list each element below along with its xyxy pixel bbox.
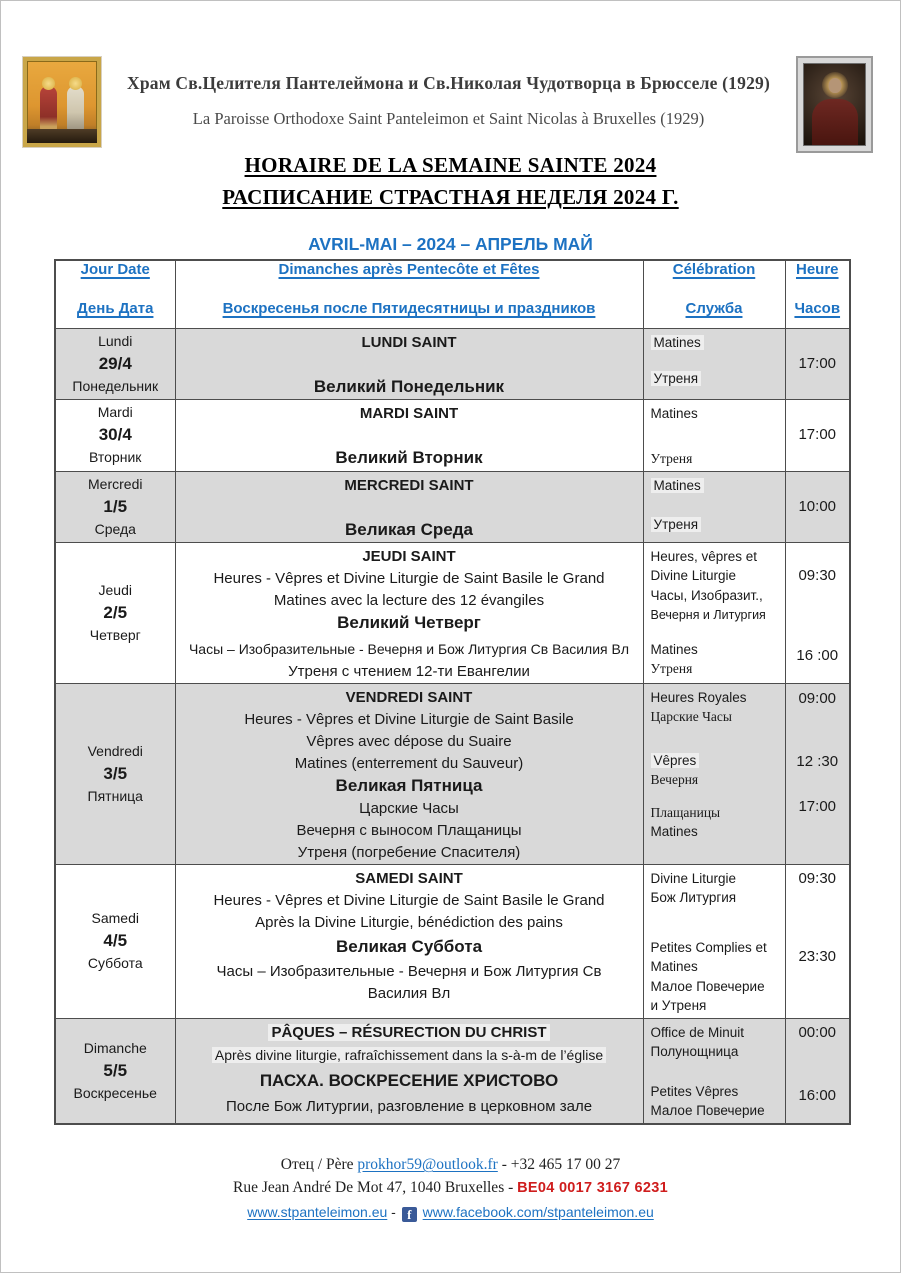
day-name-fr: Dimanche	[83, 1039, 147, 1056]
text-line: Matines (enterrement du Sauveur)	[294, 754, 524, 772]
text-line: и Утреня	[650, 998, 707, 1013]
time-cell	[785, 399, 850, 471]
saint-figure	[40, 86, 57, 130]
saint-figure	[67, 86, 84, 130]
text-line: Утреня (погребение Спасителя)	[297, 843, 521, 861]
text-line: Полунощница	[650, 1044, 739, 1059]
header-feast-ru: Воскресенья после Пятидесятницы и праздников	[222, 300, 596, 317]
text-line: Плащаницы	[650, 804, 721, 820]
celebration-cell	[643, 864, 785, 1018]
service-cell	[175, 864, 643, 1018]
text-line: PÂQUES – RÉSURECTION DU CHRIST	[268, 1024, 549, 1041]
service-cell	[175, 328, 643, 399]
service-cell	[175, 542, 643, 683]
text-line: Heures Royales	[650, 689, 747, 705]
text-line: Matines	[650, 405, 698, 421]
schedule-row	[55, 328, 850, 399]
text-line: Matines avec la lecture des 12 évangiles	[273, 591, 545, 609]
text-line: Великий Понедельник	[313, 376, 505, 396]
header-time-ru: Часов	[794, 300, 841, 317]
text-line: Великая Суббота	[335, 936, 483, 956]
church-names	[109, 73, 788, 129]
day-name-fr: Mardi	[97, 404, 133, 420]
text-line: Matines	[650, 959, 698, 974]
text-line: Утреня с чтением 12-ти Евангелии	[288, 662, 530, 680]
service-time: 00:00	[798, 1023, 837, 1041]
header-time-fr: Heure	[795, 261, 839, 278]
contact-label: Отец / Père	[280, 1156, 358, 1173]
text-line: Великая Среда	[345, 519, 473, 539]
day-date: 30/4	[98, 425, 132, 444]
footer	[1, 1153, 900, 1224]
text-line: Petites Vêpres	[650, 1083, 739, 1099]
text-line: SAMEDI SAINT	[355, 869, 463, 887]
text-line: Heures - Vêpres et Divine Liturgie de Saint Basile le Grand	[213, 891, 605, 909]
church-name-french: La Paroisse Orthodoxe Saint Panteleimon et Saint Nicolas à Bruxelles (1929)	[192, 109, 705, 128]
text-line: Великий Вторник	[335, 447, 483, 467]
celebration-cell	[643, 542, 785, 683]
time-cell	[785, 1018, 850, 1124]
text-line: Вечерня с выносом Плащаницы	[296, 821, 522, 839]
day-name-ru: Четверг	[89, 626, 141, 643]
service-time: 17:00	[798, 354, 837, 372]
text-line: Matines	[650, 824, 698, 839]
column-header-time	[785, 260, 850, 328]
links-line	[1, 1201, 900, 1224]
text-line: Petites Complies et	[650, 939, 767, 955]
text-line: Heures - Vêpres et Divine Liturgie de Saint Basile	[244, 710, 574, 728]
column-header-day	[55, 260, 175, 328]
month-subtitle: AVRIL-MAI – 2024 – АПРЕЛЬ МАЙ	[308, 234, 593, 254]
text-line: Утреня	[650, 451, 693, 466]
table-header-row	[55, 260, 850, 328]
time-cell	[785, 328, 850, 399]
saints-panteleimon-nicolas-icon	[23, 57, 101, 147]
text-line: Часы – Изобразительные - Вечерня и Бож Литургия Св	[216, 962, 602, 980]
column-header-feast	[175, 260, 643, 328]
schedule-table	[54, 259, 851, 1125]
day-name-ru: Вторник	[89, 449, 142, 465]
schedule-body	[55, 328, 850, 1124]
text-line: Великий Четверг	[337, 612, 481, 632]
separator: -	[387, 1204, 400, 1220]
celebration-cell	[643, 1018, 785, 1124]
service-cell	[175, 471, 643, 542]
iban-number: BE04 0017 3167 6231	[517, 1180, 668, 1196]
day-date: 2/5	[103, 602, 128, 622]
title-french: HORAIRE DE LA SEMAINE SAINTE 2024	[244, 153, 657, 177]
day-date: 3/5	[103, 763, 128, 783]
document-title	[1, 153, 900, 217]
text-line: Matines	[651, 478, 704, 493]
text-line: Часы – Изобразительные - Вечерня и Бож Литургия Св Василия Вл	[188, 640, 630, 657]
facebook-link[interactable]: www.facebook.com/stpanteleimon.eu	[422, 1204, 654, 1220]
service-time: 16:00	[798, 1086, 837, 1104]
service-time: 16 :00	[796, 646, 839, 664]
text-line: Царские Часы	[359, 799, 459, 817]
celebration-cell	[643, 683, 785, 864]
header-feast-fr: Dimanches après Pentecôte et Fêtes	[278, 261, 540, 278]
church-name-russian: Храм Св.Целителя Пантелеймона и Св.Николая Чудотворца в Брюсселе (1929)	[126, 73, 771, 93]
icon-frame	[803, 63, 866, 146]
text-line: Утреня	[651, 517, 702, 532]
day-cell	[55, 542, 175, 683]
text-line: Утреня	[650, 661, 693, 676]
title-russian: РАСПИСАНИЕ СТРАСТНАЯ НЕДЕЛЯ 2024 Г.	[222, 185, 679, 209]
day-cell	[55, 399, 175, 471]
text-line: Вечерня	[650, 772, 699, 787]
celebration-cell	[643, 399, 785, 471]
text-line: VENDREDI SAINT	[345, 688, 473, 706]
text-line: Matines	[651, 335, 704, 350]
day-date: 1/5	[103, 496, 128, 516]
service-time: 12 :30	[796, 752, 839, 770]
header-day-fr: Jour Date	[80, 261, 150, 278]
service-cell	[175, 1018, 643, 1124]
day-cell	[55, 471, 175, 542]
website-link[interactable]: www.stpanteleimon.eu	[247, 1204, 388, 1220]
service-time: 09:00	[798, 689, 837, 707]
column-header-celebration	[643, 260, 785, 328]
text-line: Великая Пятница	[335, 775, 483, 795]
text-line: Heures - Vêpres et Divine Liturgie de Saint Basile le Grand	[213, 569, 605, 587]
day-cell	[55, 328, 175, 399]
text-line: После Бож Литургии, разговление в церковном зале	[225, 1097, 593, 1115]
time-cell	[785, 471, 850, 542]
text-line: Василия Вл	[367, 984, 451, 1002]
day-name-fr: Mercredi	[88, 475, 143, 492]
text-line: Après divine liturgie, rafraîchissement dans la s-à-m de l’église	[212, 1047, 606, 1063]
text-line: Малое Повечерие	[650, 978, 765, 994]
day-name-fr: Lundi	[98, 332, 133, 349]
text-line: JEUDI SAINT	[362, 547, 456, 565]
day-name-fr: Samedi	[91, 910, 139, 926]
text-line: Heures, vêpres et	[650, 548, 758, 564]
time-cell	[785, 683, 850, 864]
halo	[69, 77, 82, 90]
celebration-cell	[643, 328, 785, 399]
service-time: 10:00	[798, 497, 837, 515]
service-time: 17:00	[798, 797, 837, 815]
time-cell	[785, 542, 850, 683]
text-line: Часы, Изобразит.,	[650, 587, 763, 603]
schedule-row	[55, 1018, 850, 1124]
saint-robe	[812, 99, 858, 145]
schedule-row	[55, 864, 850, 1018]
header-celebration-ru: Служба	[685, 300, 743, 317]
facebook-icon	[402, 1207, 417, 1222]
schedule-row	[55, 471, 850, 542]
day-cell	[55, 683, 175, 864]
text-line: Утреня	[651, 371, 702, 386]
service-time: 09:30	[798, 869, 837, 887]
saint-panteleimon-icon	[796, 56, 873, 153]
text-line: LUNDI SAINT	[361, 333, 457, 351]
email-link[interactable]: prokhor59@outlook.fr	[357, 1156, 498, 1173]
day-name-ru: Воскресенье	[73, 1084, 157, 1101]
day-name-fr: Vendredi	[87, 742, 143, 759]
text-line: Divine Liturgie	[650, 568, 737, 583]
service-cell	[175, 399, 643, 471]
service-time: 09:30	[798, 566, 837, 584]
day-cell	[55, 1018, 175, 1124]
schedule-row	[55, 399, 850, 471]
celebration-cell	[643, 471, 785, 542]
header-celebration-fr: Célébration	[672, 261, 756, 278]
header-day-ru: День Дата	[77, 300, 154, 317]
text-line: MERCREDI SAINT	[344, 476, 474, 494]
text-line: MARDI SAINT	[359, 404, 459, 422]
text-line: Divine Liturgie	[650, 870, 737, 886]
contact-line	[1, 1153, 900, 1176]
text-line: ПАСХА. ВОСКРЕСЕНИЕ ХРИСТОВО	[259, 1070, 559, 1090]
halo	[42, 77, 55, 90]
day-name-ru: Пятница	[87, 787, 143, 804]
text-line: Vêpres	[651, 753, 700, 768]
address-text: Rue Jean André De Mot 47, 1040 Bruxelles -	[233, 1179, 518, 1196]
day-name-fr: Jeudi	[98, 581, 132, 598]
day-date: 29/4	[98, 353, 132, 373]
text-line: Бож Литургия	[650, 890, 737, 905]
day-name-ru: Среда	[94, 520, 136, 537]
icon-ground	[27, 129, 97, 143]
schedule-row	[55, 542, 850, 683]
text-line: Après la Divine Liturgie, bénédiction des pains	[255, 913, 563, 931]
text-line: Office de Minuit	[650, 1024, 745, 1040]
text-line: Vêpres avec dépose du Suaire	[306, 732, 512, 750]
day-name-ru: Понедельник	[72, 377, 159, 394]
text-line: Вечерня и Литургия	[650, 608, 766, 622]
text-line: Малое Повечерие	[650, 1103, 765, 1118]
text-line: Царские Часы	[650, 709, 732, 724]
service-time: 23:30	[798, 947, 837, 965]
schedule-row	[55, 683, 850, 864]
day-name-ru: Суббота	[87, 955, 143, 971]
address-line	[1, 1176, 900, 1200]
phone-number: +32 465 17 00 27	[510, 1156, 621, 1173]
day-cell	[55, 864, 175, 1018]
separator: -	[497, 1156, 511, 1173]
text-line: Matines	[650, 641, 698, 657]
saint-head	[828, 78, 841, 93]
service-time: 17:00	[798, 425, 837, 443]
time-cell	[785, 864, 850, 1018]
service-cell	[175, 683, 643, 864]
day-date: 5/5	[103, 1060, 128, 1080]
day-date: 4/5	[103, 931, 128, 950]
